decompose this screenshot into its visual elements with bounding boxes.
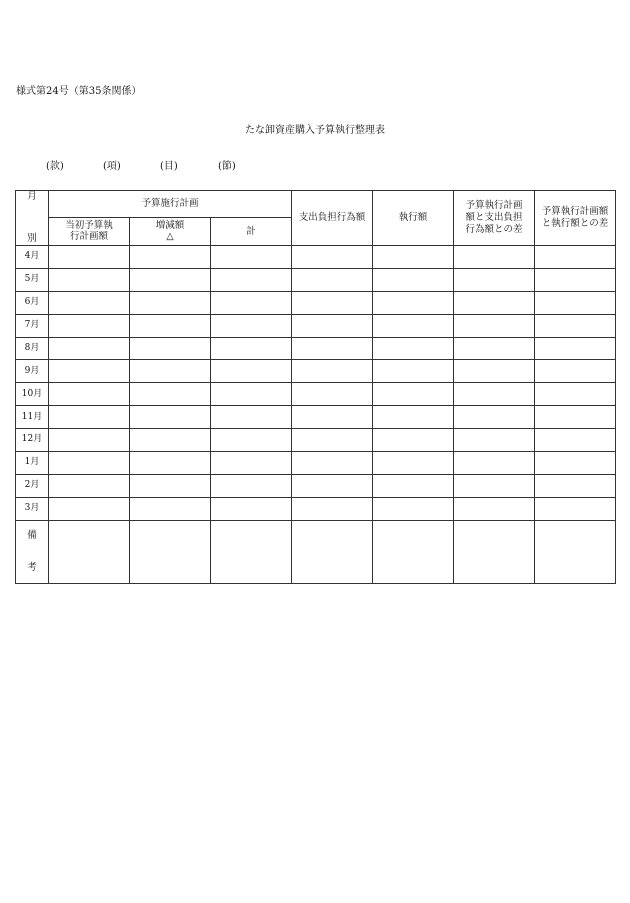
amount-cell[interactable] — [454, 291, 535, 314]
amount-cell[interactable] — [535, 452, 616, 475]
amount-cell[interactable] — [373, 383, 454, 406]
plan-vs-commit-diff-header — [454, 191, 535, 246]
month-row — [16, 383, 616, 406]
amount-cell[interactable] — [535, 246, 616, 269]
commitment-header: 支出負担行為額 — [292, 191, 373, 246]
amount-cell[interactable] — [130, 246, 211, 269]
remarks-cell[interactable] — [130, 520, 211, 583]
amount-cell[interactable] — [454, 474, 535, 497]
amount-cell[interactable] — [373, 314, 454, 337]
amount-cell[interactable] — [535, 337, 616, 360]
amount-cell[interactable] — [454, 452, 535, 475]
amount-cell[interactable] — [535, 429, 616, 452]
plan-total-header: 計 — [211, 217, 292, 245]
month-rows — [16, 246, 616, 521]
amount-cell[interactable] — [211, 268, 292, 291]
amount-cell[interactable] — [292, 268, 373, 291]
increase-decrease-label: 増減額△ — [155, 219, 185, 243]
amount-cell[interactable] — [211, 452, 292, 475]
amount-cell[interactable] — [211, 406, 292, 429]
month-label: 3月 — [16, 497, 49, 520]
amount-cell[interactable] — [49, 497, 130, 520]
amount-cell[interactable] — [292, 497, 373, 520]
month-header-cell — [16, 191, 49, 246]
month-row — [16, 429, 616, 452]
amount-cell[interactable] — [454, 268, 535, 291]
amount-cell[interactable] — [49, 291, 130, 314]
amount-cell[interactable] — [130, 474, 211, 497]
amount-cell[interactable] — [49, 474, 130, 497]
amount-cell[interactable] — [211, 497, 292, 520]
amount-cell[interactable] — [292, 246, 373, 269]
amount-cell[interactable] — [211, 246, 292, 269]
amount-cell[interactable] — [535, 406, 616, 429]
amount-cell[interactable] — [454, 383, 535, 406]
amount-cell[interactable] — [130, 314, 211, 337]
amount-cell[interactable] — [130, 337, 211, 360]
amount-cell[interactable] — [292, 406, 373, 429]
amount-cell[interactable] — [49, 429, 130, 452]
amount-cell[interactable] — [49, 406, 130, 429]
amount-cell[interactable] — [211, 360, 292, 383]
amount-cell[interactable] — [211, 383, 292, 406]
plan-group-header: 予算施行計画 — [49, 191, 292, 218]
amount-cell[interactable] — [535, 383, 616, 406]
amount-cell[interactable] — [292, 429, 373, 452]
amount-cell[interactable] — [454, 497, 535, 520]
amount-cell[interactable] — [535, 360, 616, 383]
amount-cell[interactable] — [292, 291, 373, 314]
amount-cell[interactable] — [454, 360, 535, 383]
remarks-cell[interactable] — [211, 520, 292, 583]
amount-cell[interactable] — [373, 246, 454, 269]
header-row-1 — [16, 191, 616, 218]
amount-cell[interactable] — [535, 291, 616, 314]
amount-cell[interactable] — [535, 497, 616, 520]
classification-moku: (目) — [160, 161, 178, 172]
execution-header: 執行額 — [373, 191, 454, 246]
amount-cell[interactable] — [49, 383, 130, 406]
month-row — [16, 406, 616, 429]
remarks-row — [16, 520, 616, 583]
remarks-cell[interactable] — [454, 520, 535, 583]
initial-plan-label: 当初予算執行計画額 — [65, 219, 113, 243]
amount-cell[interactable] — [454, 429, 535, 452]
classification-setsu: (節) — [218, 161, 236, 172]
classification-kan: (款) — [46, 161, 64, 172]
amount-cell[interactable] — [373, 452, 454, 475]
amount-cell[interactable] — [373, 268, 454, 291]
month-row — [16, 268, 616, 291]
month-row — [16, 360, 616, 383]
amount-cell[interactable] — [373, 474, 454, 497]
month-row — [16, 452, 616, 475]
amount-cell[interactable] — [292, 337, 373, 360]
amount-cell[interactable] — [292, 383, 373, 406]
amount-cell[interactable] — [130, 268, 211, 291]
document-title: たな卸資産購入予算執行整理表 — [245, 125, 385, 136]
month-label: 4月 — [16, 246, 49, 269]
amount-cell[interactable] — [211, 314, 292, 337]
amount-cell[interactable] — [454, 314, 535, 337]
amount-cell[interactable] — [373, 360, 454, 383]
amount-cell[interactable] — [211, 429, 292, 452]
amount-cell[interactable] — [535, 474, 616, 497]
classification-kou: (項) — [103, 161, 121, 172]
amount-cell[interactable] — [535, 268, 616, 291]
month-row — [16, 314, 616, 337]
remarks-cell[interactable] — [535, 520, 616, 583]
amount-cell[interactable] — [373, 429, 454, 452]
month-label: 2月 — [16, 474, 49, 497]
amount-cell[interactable] — [373, 406, 454, 429]
amount-cell[interactable] — [454, 406, 535, 429]
amount-cell[interactable] — [211, 337, 292, 360]
amount-cell[interactable] — [49, 360, 130, 383]
form-number: 様式第24号（第35条関係） — [16, 86, 142, 97]
amount-cell[interactable] — [130, 497, 211, 520]
remarks-label-bottom: 考 — [27, 561, 37, 573]
month-label: 6月 — [16, 291, 49, 314]
month-label: 8月 — [16, 337, 49, 360]
month-label: 11月 — [16, 406, 49, 429]
amount-cell[interactable] — [454, 337, 535, 360]
month-row — [16, 337, 616, 360]
amount-cell[interactable] — [454, 246, 535, 269]
amount-cell[interactable] — [130, 452, 211, 475]
amount-cell[interactable] — [211, 291, 292, 314]
amount-cell[interactable] — [49, 314, 130, 337]
month-row — [16, 246, 616, 269]
amount-cell[interactable] — [373, 337, 454, 360]
month-label: 10月 — [16, 383, 49, 406]
month-label: 5月 — [16, 268, 49, 291]
amount-cell[interactable] — [130, 291, 211, 314]
amount-cell[interactable] — [535, 314, 616, 337]
amount-cell[interactable] — [130, 429, 211, 452]
month-header-top: 月 — [27, 191, 37, 202]
month-label: 1月 — [16, 452, 49, 475]
plan-vs-commit-diff-label: 予算執行計画額と支出負担行為額との差 — [465, 200, 523, 235]
amount-cell[interactable] — [49, 268, 130, 291]
month-label: 12月 — [16, 429, 49, 452]
month-row — [16, 474, 616, 497]
month-label: 7月 — [16, 314, 49, 337]
month-header-bottom: 別 — [27, 233, 37, 245]
remarks-cell[interactable] — [49, 520, 130, 583]
increase-decrease-header — [130, 217, 211, 245]
amount-cell[interactable] — [130, 383, 211, 406]
initial-plan-header — [49, 217, 130, 245]
amount-cell[interactable] — [130, 360, 211, 383]
amount-cell[interactable] — [49, 246, 130, 269]
amount-cell[interactable] — [130, 406, 211, 429]
amount-cell[interactable] — [373, 497, 454, 520]
budget-ledger-table — [15, 190, 616, 584]
month-row — [16, 497, 616, 520]
remarks-label-top: 備 — [27, 529, 37, 541]
amount-cell[interactable] — [292, 314, 373, 337]
remarks-header-cell — [16, 520, 49, 583]
amount-cell[interactable] — [292, 474, 373, 497]
plan-vs-exec-diff-label: 予算執行計画額と執行額との差 — [541, 206, 609, 229]
amount-cell[interactable] — [292, 360, 373, 383]
amount-cell[interactable] — [211, 474, 292, 497]
amount-cell[interactable] — [373, 291, 454, 314]
amount-cell[interactable] — [49, 452, 130, 475]
plan-vs-exec-diff-header — [535, 191, 616, 246]
amount-cell[interactable] — [49, 337, 130, 360]
month-row — [16, 291, 616, 314]
remarks-cell[interactable] — [373, 520, 454, 583]
remarks-cell[interactable] — [292, 520, 373, 583]
month-label: 9月 — [16, 360, 49, 383]
amount-cell[interactable] — [292, 452, 373, 475]
